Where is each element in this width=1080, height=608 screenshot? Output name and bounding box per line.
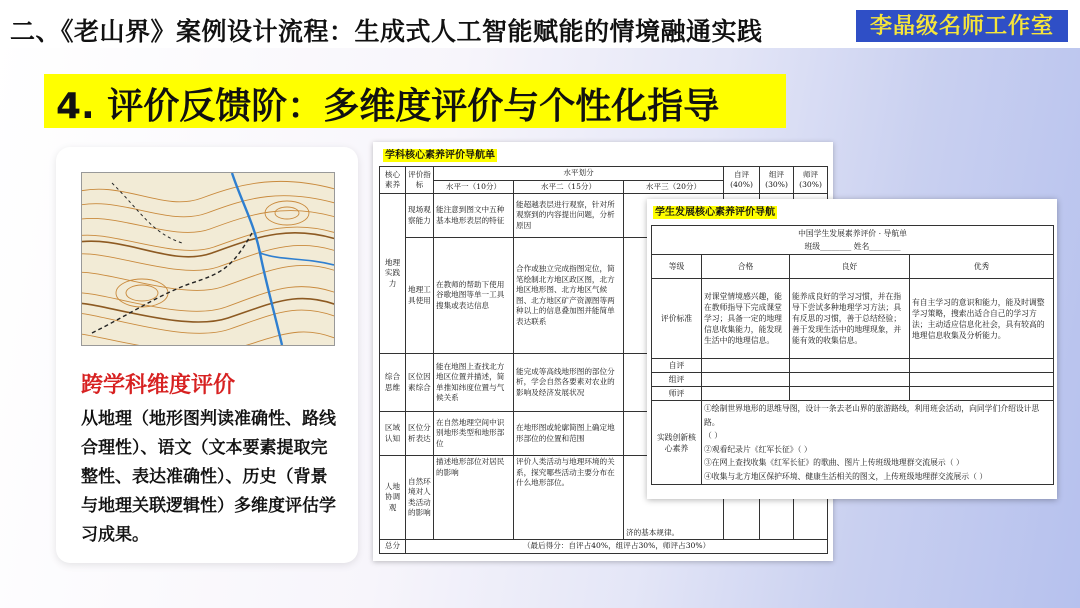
excellent-criteria: 有自主学习的意识和能力，能及时调整学习策略，搜索出适合自己的学习方法；主动适应信息化社会，具有较高的地理信息收集及分析能力。 xyxy=(910,279,1054,359)
group-label: 地理实践力 xyxy=(380,194,406,354)
table-header-row xyxy=(652,226,1054,255)
index-cell: 区位分析表达 xyxy=(406,412,434,456)
table-header-row xyxy=(652,255,1054,279)
group-label: 人地协调观 xyxy=(380,456,406,540)
level2-cell: 评价人类活动与地理环境的关系，探究哪些活动主要分布在什么地形部位。 xyxy=(514,456,624,540)
title-banner xyxy=(44,74,786,128)
teacher-eval-label: 师评 xyxy=(652,387,702,401)
table-row xyxy=(652,279,1054,359)
task-3: ③在网上查找收集《红军长征》的歌曲、图片上传班级地理群交流展示（ ） xyxy=(704,458,964,467)
self-eval-label: 自评 xyxy=(652,359,702,373)
total-label: 总分 xyxy=(380,540,406,554)
index-cell: 地理工具使用 xyxy=(406,238,434,354)
table-header-row xyxy=(380,167,828,181)
card-body-text: 从地理（地形图判读准确性、路线合理性）、语文（文本要素提取完整性、表达准确性）、历史（背景与地理关联逻辑性）多维度评估学习成果。 xyxy=(81,409,336,545)
header-self: 自评(40%) xyxy=(724,167,760,194)
level1-cell: 在教师的帮助下使用谷歌地图等单一工具搜集或表达信息 xyxy=(434,238,514,354)
header-core: 核心素养 xyxy=(380,167,406,194)
header-level1: 水平一（10分） xyxy=(434,180,514,194)
header-excellent: 优秀 xyxy=(910,255,1054,279)
student-rubric-document xyxy=(647,199,1057,499)
index-cell: 自然环境对人类活动的影响 xyxy=(406,456,434,540)
level2-cell: 能超越表层进行观察，针对所观察到的内容提出问题，分析原因 xyxy=(514,194,624,238)
header-index: 评价指标 xyxy=(406,167,434,194)
student-rubric-table xyxy=(651,225,1054,485)
class-name-line: 班级________ 姓名________ xyxy=(804,242,901,251)
header-pass: 合格 xyxy=(702,255,790,279)
level2-cell: 合作或独立完成指图定位，简笔绘制北方地区政区图，北方地区地形图、北方地区气候图、北方地区矿产资源图等两种以上的信息叠加图并能简单表达联系 xyxy=(514,238,624,354)
table-row xyxy=(652,359,1054,373)
good-criteria: 能养成良好的学习习惯，并在指导下尝试多种地理学习方法；具有反思的习惯，善于总结经验；善于发现生活中的地理现象，并能有效的收集信息。 xyxy=(790,279,910,359)
doc2-title: 学生发展核心素养评价导航 xyxy=(655,207,775,218)
level1-cell: 描述地形部位对居民的影响 xyxy=(434,456,514,540)
level2-cell: 能完成等高线地形图的部位分析，学会自然各要素对农业的影响及经济发展状况 xyxy=(514,354,624,412)
header-good: 良好 xyxy=(790,255,910,279)
contour-lines-graphic xyxy=(82,173,334,345)
task-2: ②观看纪录片《红军长征》（ ） xyxy=(704,444,812,454)
table-row-total xyxy=(380,540,828,554)
page-title: 4. 评价反馈阶：多维度评价与个性化指导 xyxy=(56,86,720,127)
header-group: 组评(30%) xyxy=(760,167,794,194)
group-eval-label: 组评 xyxy=(652,373,702,387)
info-card xyxy=(56,147,358,563)
level1-cell: 能在地图上查找北方地区位置并描述，简单推知纬度位置与气候关系 xyxy=(434,354,514,412)
task-1-blank: （ ） xyxy=(704,431,723,440)
table-row xyxy=(652,387,1054,401)
table-row xyxy=(652,401,1054,485)
group-label: 区域认知 xyxy=(380,412,406,456)
task-1: ①绘制世界地形的思维导图，设计一条去老山界的旅游路线，利用班会活动，向同学们介绍设计思路。 xyxy=(704,404,1040,427)
table-row xyxy=(652,373,1054,387)
level3-cell: 济的基本规律。 xyxy=(624,456,724,540)
level1-cell: 在自然地理空间中识别地形类型和地形部位 xyxy=(434,412,514,456)
studio-stamp: 李晶级名师工作室 xyxy=(856,10,1068,42)
task-4: ④收集与北方地区保护环境、健康生活相关的图文，上传班级地理群交流展示（ ） xyxy=(704,471,988,481)
header-level2: 水平二（15分） xyxy=(514,180,624,194)
index-cell: 区位因素综合 xyxy=(406,354,434,412)
doc2-table-title: 中国学生发展素养评价 · 导航单 xyxy=(798,229,907,238)
topographic-map-image xyxy=(81,172,335,346)
level1-cell: 能注意到图文中五种基本地形表层的特征 xyxy=(434,194,514,238)
section-subtitle: 二、《老山界》案例设计流程：生成式人工智能赋能的情境融通实践 xyxy=(10,17,763,46)
top-bar xyxy=(0,0,1080,48)
pass-criteria: 对课堂情境感兴趣，能在教师指导下完成课堂学习；具备一定的地理信息收集能力，能发现生活中的地理信息。 xyxy=(702,279,790,359)
index-cell: 现场观察能力 xyxy=(406,194,434,238)
card-heading: 跨学科维度评价 xyxy=(81,373,236,398)
header-grade: 等级 xyxy=(652,255,702,279)
doc1-title: 学科核心素养评价导航单 xyxy=(385,150,495,161)
header-level3: 水平三（20分） xyxy=(624,180,724,194)
total-note: （最后得分：自评占40%，组评占30%，师评占30%） xyxy=(406,540,828,554)
level2-cell: 在地形图或轮廓简图上确定地形部位的位置和范围 xyxy=(514,412,624,456)
innovation-label: 实践创新核心素养 xyxy=(652,401,702,485)
header-levels: 水平划分 xyxy=(434,167,724,181)
eval-standard-label: 评价标准 xyxy=(652,279,702,359)
group-label: 综合思维 xyxy=(380,354,406,412)
header-teacher: 师评(30%) xyxy=(794,167,828,194)
